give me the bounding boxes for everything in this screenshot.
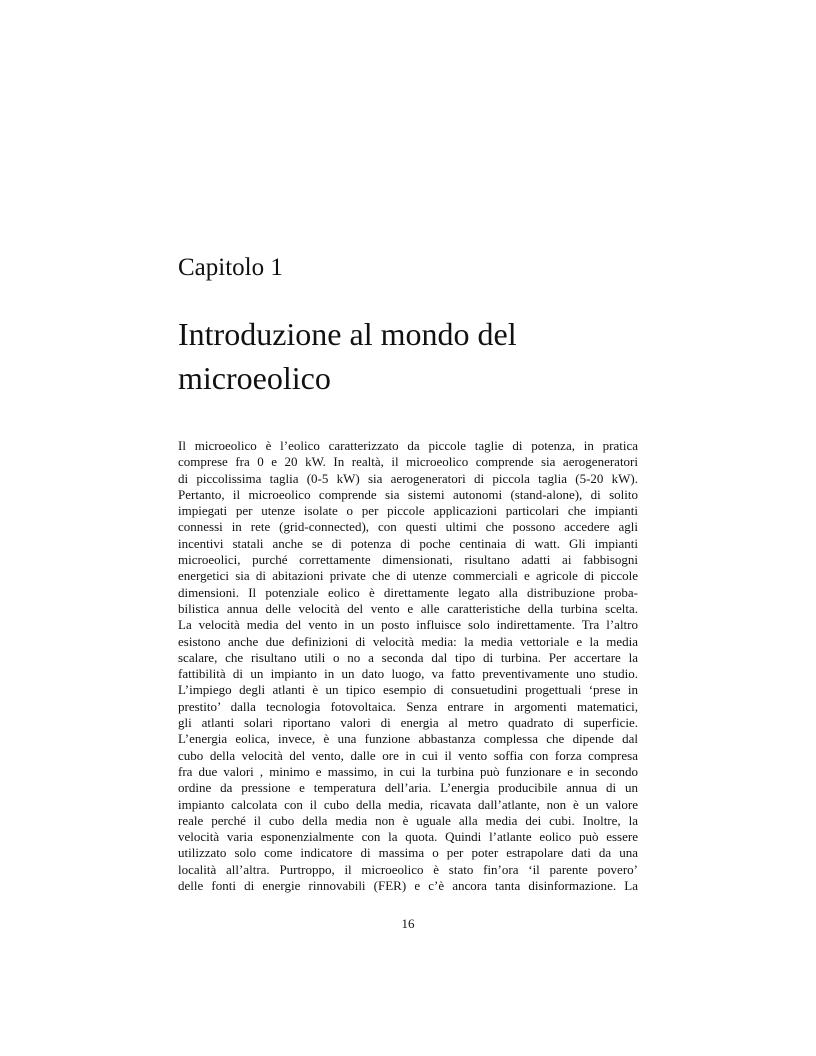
text-line: fra due valori , minimo e massimo, in cui la turbina può funzionare e in secondo [178, 763, 638, 779]
chapter-label: Capitolo 1 [178, 254, 283, 281]
text-line: cubo della velocità del vento, dalle ore in cui il vento soffia con forza compresa [178, 747, 638, 763]
text-line: esistono anche due definizioni di velocità media: la media vettoriale e la media [178, 633, 638, 649]
text-line: incentivi statali anche se di potenza di poche centinaia di watt. Gli impianti [178, 535, 638, 551]
text-line: impiegati per utenze isolate o per piccole applicazioni particolari che impianti [178, 503, 638, 519]
text-line: impianto calcolata con il cubo della media, ricavata dall’atlante, non è un valore [178, 796, 638, 812]
chapter-title: Introduzione al mondo del microeolico [178, 316, 517, 396]
text-line: località all’altra. Purtroppo, il microeolico è stato fin’ora ‘il parente povero’ [178, 861, 638, 877]
text-line: La velocità media del vento in un posto influisce solo indirettamente. Tra l’altro [178, 617, 638, 633]
text-line: Il microeolico è l’eolico caratterizzato da piccole taglie di potenza, in pratica [178, 438, 638, 453]
text-line: delle fonti di energie rinnovabili (FER) e c’è ancora tanta disinformazione. La [178, 878, 638, 894]
text-line: connessi in rete (grid-connected), con questi ultimi che possono accedere agli [178, 519, 638, 535]
text-line: ordine da pressione e temperatura dell’aria. L’energia producibile annua di un [178, 780, 638, 796]
text-line: microeolici, purché correttamente dimensionati, risultano adatti ai fabbisogni [178, 552, 638, 568]
text-line: dimensioni. Il potenziale eolico è direttamente legato alla distribuzione proba- [178, 584, 638, 600]
text-line: comprese fra 0 e 20 kW. In realtà, il microeolico comprende sia aerogeneratori [178, 454, 638, 470]
page-number: 16 [401, 916, 415, 931]
text-line: di piccolissima taglia (0-5 kW) sia aerogeneratori di piccola taglia (5-20 kW). [178, 470, 638, 486]
text-line: reale perché il cubo della media non è uguale alla media dei cubi. Inoltre, la [178, 812, 638, 828]
text-line: energetici sia di abitazioni private che di utenze commerciali e agricole di piccole [178, 568, 638, 584]
text-line: bilistica annua delle velocità del vento e alle caratteristiche della turbina scelta. [178, 600, 638, 616]
text-line: gli atlanti solari riportano valori di energia al metro quadrato di superficie. [178, 715, 638, 731]
body-paragraph [178, 438, 638, 894]
text-line: fattibilità di un impianto in un dato luogo, va fatto preventivamente uno studio. [178, 666, 638, 682]
text-line: velocità varia esponenzialmente con la quota. Quindi l’atlante eolico può essere [178, 829, 638, 845]
text-line: prestito’ dalla tecnologia fotovoltaica. Senza entrare in argomenti matematici, [178, 698, 638, 714]
text-line: Pertanto, il microeolico comprende sia sistemi autonomi (stand-alone), di solito [178, 486, 638, 502]
text-line: utilizzato solo come indicatore di massima o per poter estrapolare dati da una [178, 845, 638, 861]
text-line: scalare, che risultano utili o no a seconda dal tipo di turbina. Per accertare la [178, 649, 638, 665]
text-line: L’energia eolica, invece, è una funzione abbastanza complessa che dipende dal [178, 731, 638, 747]
text-line: L’impiego degli atlanti è un tipico esempio di consuetudini progettuali ‘prese in [178, 682, 638, 698]
